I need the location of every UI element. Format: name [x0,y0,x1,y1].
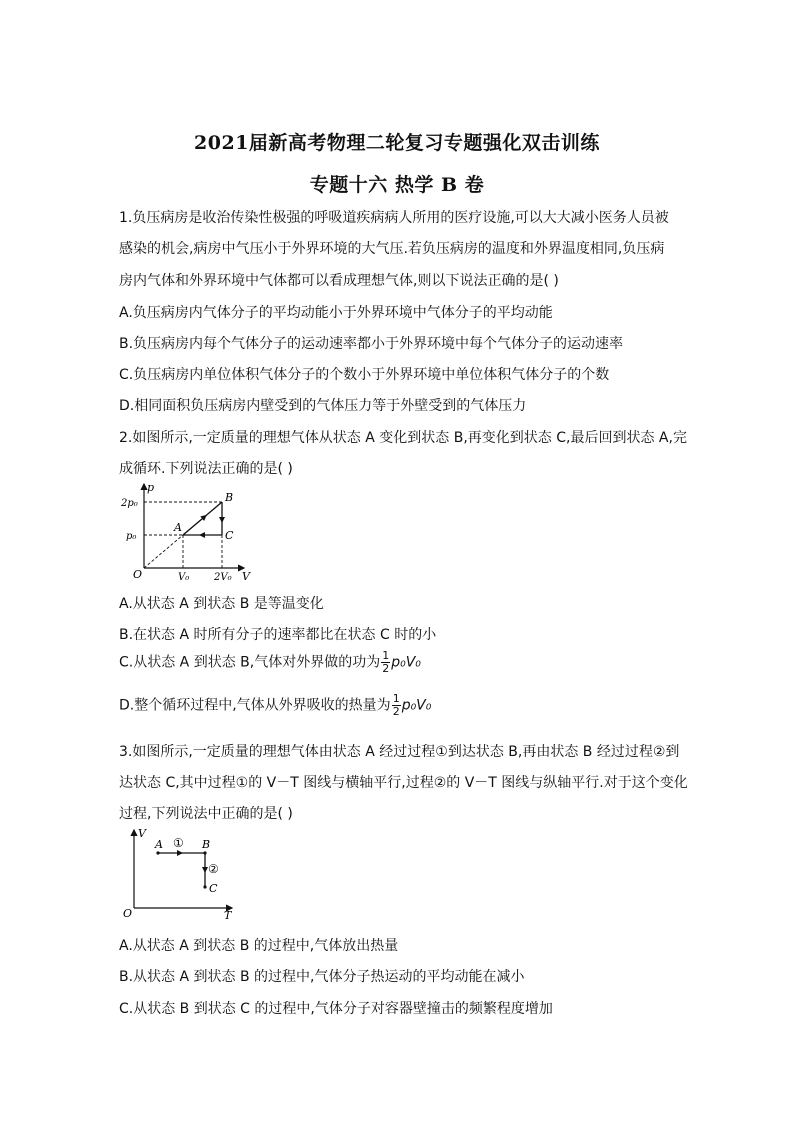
q3-option-c: C.从状态 B 到状态 C 的过程中,气体分子对容器壁撞击的频繁程度增加 [119,1001,553,1017]
q2-point-c: C [225,529,234,542]
q1-option-a: A.负压病房内气体分子的平均动能小于外界环境中气体分子的平均动能 [119,305,553,321]
q2-point-b: B [225,491,234,504]
q3-vt-graph [118,826,242,922]
document-title: 2021届新高考物理二轮复习专题强化双击训练 [194,132,600,154]
q3-point-c: C [209,882,218,895]
q2-origin-label: O [133,568,143,581]
q3-option-b: B.从状态 A 到状态 B 的过程中,气体分子热运动的平均动能在减小 [119,969,525,985]
q2-option-a: A.从状态 A 到状态 B 是等温变化 [119,596,324,612]
q3-origin-label: O [123,907,133,920]
q2-y-axis-label: p [147,481,155,494]
q3-stem-line-2: 达状态 C,其中过程①的 V－T 图线与横轴平行,过程②的 V－T 图线与纵轴平行.对于这个变化 [119,775,688,791]
q2-option-d-fraction: $\frac{1}{2}$ [392,692,400,718]
document-subtitle: 专题十六 热学 B 卷 [309,174,485,196]
q2-tick-v0: V₀ [178,572,190,583]
q3-point-a: A [155,838,163,851]
q3-stem-line-1: 3.如图所示,一定质量的理想气体由状态 A 经过过程①到达状态 B,再由状态 B 经过过程②到 [119,744,680,760]
q2-tick-p0: p₀ [126,531,137,542]
q3-x-axis-label: T [224,909,232,922]
q2-option-d [119,693,431,718]
q2-stem-line-1: 2.如图所示,一定质量的理想气体从状态 A 变化到状态 B,再变化到状态 C,最后回到状态 A,完 [119,430,687,446]
q3-stem-line-3: 过程,下列说法中正确的是( ) [119,806,293,822]
q1-option-c: C.负压病房内单位体积气体分子的个数小于外界环境中单位体积气体分子的个数 [119,367,610,383]
q3-y-axis-label: V [138,827,146,840]
q1-option-b: B.负压病房内每个气体分子的运动速率都小于外界环境中每个气体分子的运动速率 [119,336,624,352]
q3-point-b: B [202,838,211,851]
q2-stem-line-2: 成循环.下列说法正确的是( ) [119,461,293,477]
q1-stem-line-1: 1.负压病房是收治传染性极强的呼吸道疾病病人所用的医疗设施,可以大大减小医务人员被 [119,210,669,226]
q2-option-c [119,650,421,675]
q2-x-axis-label: V [242,570,250,583]
q2-tick-2v0: 2V₀ [214,572,232,583]
q1-stem-line-2: 感染的机会,病房中气压小于外界环境的大气压.若负压病房的温度和外界温度相同,负压病 [119,241,665,257]
q2-point-a: A [174,521,182,534]
q3-option-a: A.从状态 A 到状态 B 的过程中,气体放出热量 [119,938,399,954]
q1-option-d: D.相同面积负压病房内壁受到的气体压力等于外壁受到的气体压力 [119,398,527,414]
q2-option-c-tail: p₀V₀ [391,654,421,671]
q2-option-b: B.在状态 A 时所有分子的速率都比在状态 C 时的小 [119,627,437,643]
q2-pv-graph [116,480,256,586]
q2-option-c-text: C.从状态 A 到状态 B,气体对外界做的功为 [119,654,381,671]
q2-tick-2p0: 2p₀ [121,498,138,509]
q1-stem-line-3: 房内气体和外界环境中气体都可以看成理想气体,则以下说法正确的是( ) [119,273,559,289]
q2-option-c-fraction: $\frac{1}{2}$ [382,649,390,675]
q2-option-d-text: D.整个循环过程中,气体从外界吸收的热量为 [119,697,391,714]
q2-option-d-tail: p₀V₀ [401,697,432,714]
q3-process-1-label: ① [173,836,184,850]
q3-process-2-label: ② [208,862,219,876]
